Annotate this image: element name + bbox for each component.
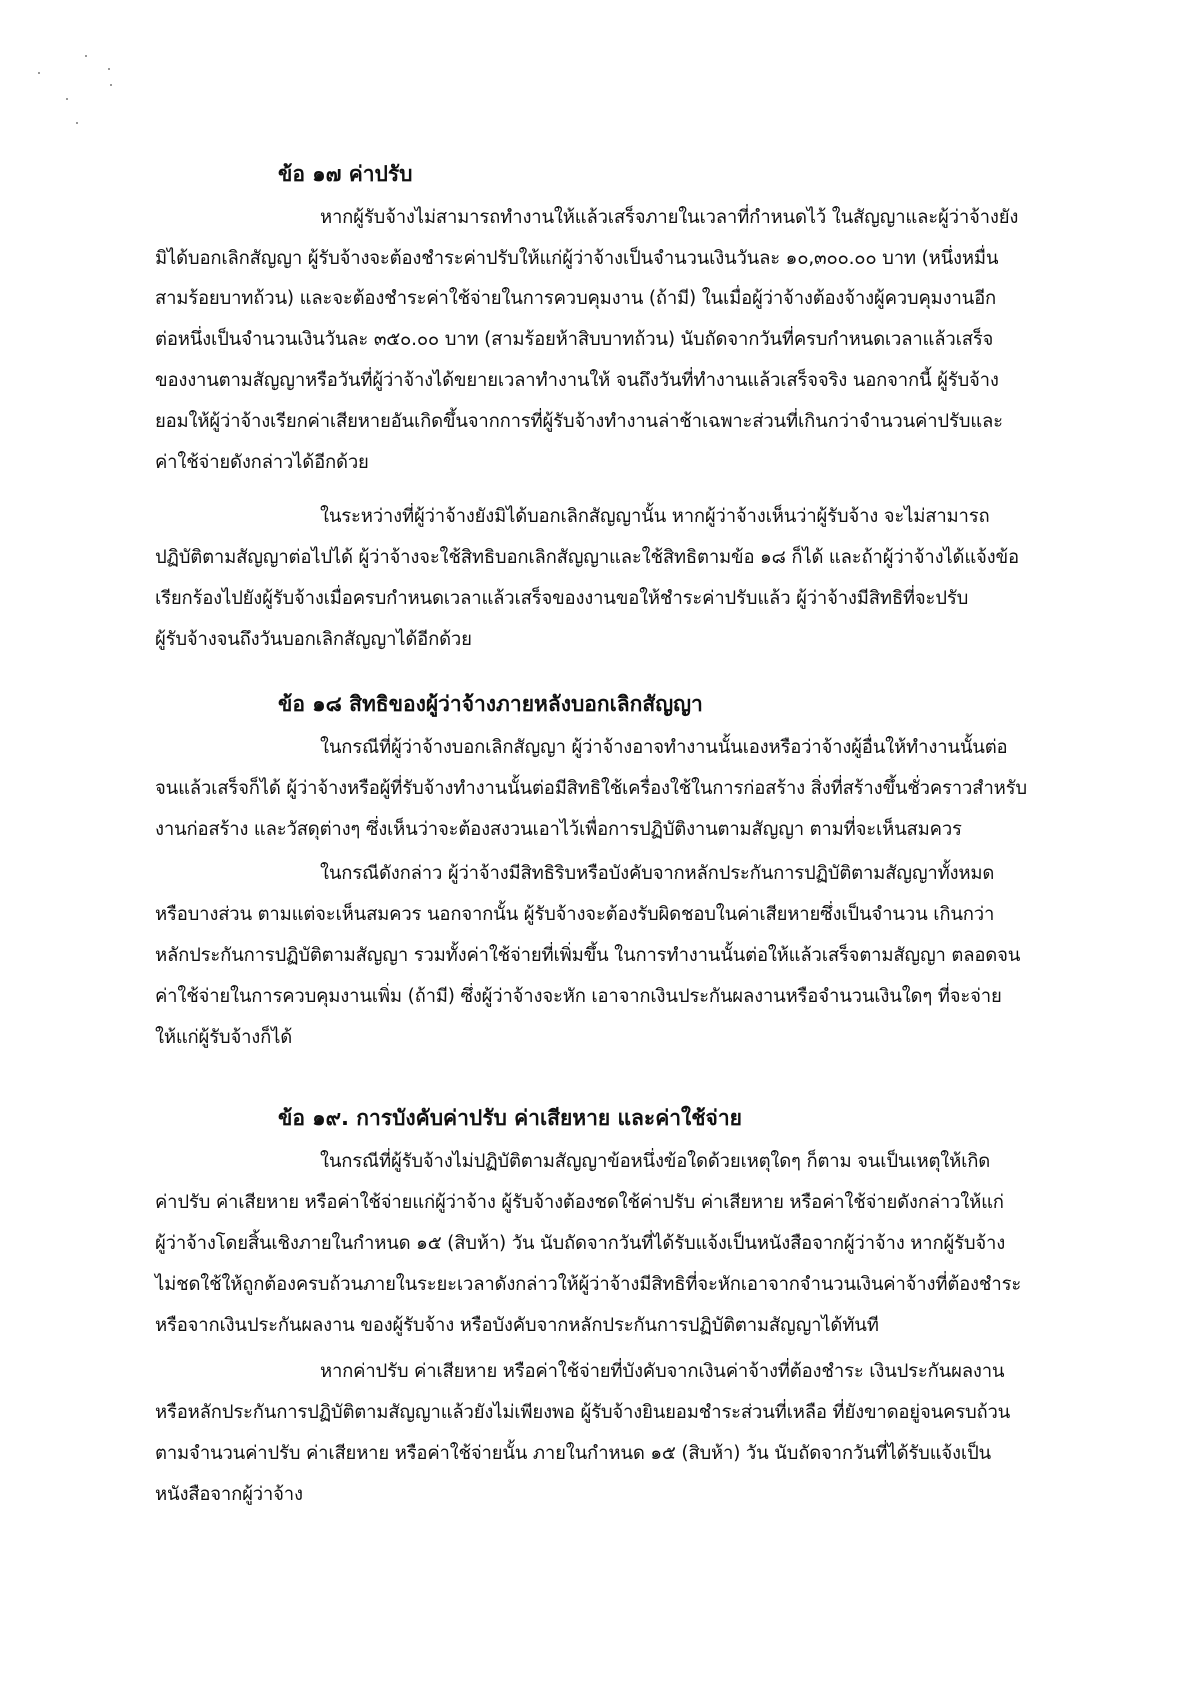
section-18-line: ค่าใช้จ่ายในการควบคุมงานเพิ่ม (ถ้ามี) ซึ่งผู้ว่าจ้างจะหัก เอาจากเงินประกันผลงานหรือจำนวนเงินใดๆ ที่จะจ่าย bbox=[155, 986, 1002, 1007]
section-19-line: หนังสือจากผู้ว่าจ้าง bbox=[155, 1484, 303, 1505]
section-17-line: ของงานตามสัญญาหรือวันที่ผู้ว่าจ้างได้ขยายเวลาทำงานให้ จนถึงวันที่ทำงานแล้วเสร็จจริง นอกจากนี้ ผู้รับจ้าง bbox=[155, 370, 999, 391]
section-17-line: ต่อหนึ่งเป็นจำนวนเงินวันละ ๓๕๐.๐๐ บาท (สามร้อยห้าสิบบาทถ้วน) นับถัดจากวันที่ครบกำหนดเวลาแล้วเสร็จ bbox=[155, 329, 994, 350]
scan-speck bbox=[110, 84, 112, 86]
section-17-line: หากผู้รับจ้างไม่สามารถทำงานให้แล้วเสร็จภายในเวลาที่กำหนดไว้ ในสัญญาและผู้ว่าจ้างยัง bbox=[320, 207, 1019, 228]
section-19-line: ค่าปรับ ค่าเสียหาย หรือค่าใช้จ่ายแก่ผู้ว่าจ้าง ผู้รับจ้างต้องชดใช้ค่าปรับ ค่าเสียหาย หรือค่าใช้จ่ายดังกล่าวให้แก่ bbox=[155, 1192, 1004, 1213]
section-17-line: ผู้รับจ้างจนถึงวันบอกเลิกสัญญาได้อีกด้วย bbox=[155, 629, 472, 650]
section-19-line: ผู้ว่าจ้างโดยสิ้นเชิงภายในกำหนด ๑๕ (สิบห้า) วัน นับถัดจากวันที่ได้รับแจ้งเป็นหนังสือจากผู้ว่าจ้าง หากผู้รับจ้าง bbox=[155, 1233, 1006, 1254]
section-19-line: ไม่ชดใช้ให้ถูกต้องครบถ้วนภายในระยะเวลาดังกล่าวให้ผู้ว่าจ้างมีสิทธิที่จะหักเอาจากจำนวนเงินค่าจ้างที่ต้องชำระ bbox=[155, 1274, 1022, 1295]
section-18-line: หรือบางส่วน ตามแต่จะเห็นสมควร นอกจากนั้น ผู้รับจ้างจะต้องรับผิดชอบในค่าเสียหายซึ่งเป็นจำนวน เกินกว่า bbox=[155, 904, 995, 925]
section-17-line: มิได้บอกเลิกสัญญา ผู้รับจ้างจะต้องชำระค่าปรับให้แก่ผู้ว่าจ้างเป็นจำนวนเงินวันละ ๑๐,๓๐๐.๐๐ บาท (หนึ่งหมื่น bbox=[155, 248, 999, 269]
section-18-line: หลักประกันการปฏิบัติตามสัญญา รวมทั้งค่าใช้จ่ายที่เพิ่มขึ้น ในการทำงานนั้นต่อให้แล้วเสร็จตามสัญญา ตลอดจน bbox=[155, 945, 1021, 966]
section-17-heading: ข้อ ๑๗ ค่าปรับ bbox=[278, 162, 413, 186]
section-18-line: งานก่อสร้าง และวัสดุต่างๆ ซึ่งเห็นว่าจะต้องสงวนเอาไว้เพื่อการปฏิบัติงานตามสัญญา ตามที่จะเห็นสมควร bbox=[155, 819, 962, 840]
section-17-line: ในระหว่างที่ผู้ว่าจ้างยังมิได้บอกเลิกสัญญานั้น หากผู้ว่าจ้างเห็นว่าผู้รับจ้าง จะไม่สามารถ bbox=[320, 506, 990, 527]
section-17-line: สามร้อยบาทถ้วน) และจะต้องชำระค่าใช้จ่ายในการควบคุมงาน (ถ้ามี) ในเมื่อผู้ว่าจ้างต้องจ้างผู้ควบคุมงานอีก bbox=[155, 288, 997, 309]
scan-speck bbox=[76, 122, 78, 124]
section-18-line: ในกรณีที่ผู้ว่าจ้างบอกเลิกสัญญา ผู้ว่าจ้างอาจทำงานนั้นเองหรือว่าจ้างผู้อื่นให้ทำงานนั้นต่อ bbox=[320, 737, 1008, 758]
section-17-line: ปฏิบัติตามสัญญาต่อไปได้ ผู้ว่าจ้างจะใช้สิทธิบอกเลิกสัญญาและใช้สิทธิตามข้อ ๑๘ ก็ได้ และถ้าผู้ว่าจ้างได้แจ้งข้อ bbox=[155, 547, 1019, 568]
section-17-line: ยอมให้ผู้ว่าจ้างเรียกค่าเสียหายอันเกิดขึ้นจากการที่ผู้รับจ้างทำงานล่าช้าเฉพาะส่วนที่เกินกว่าจำนวนค่าปรับและ bbox=[155, 411, 1003, 432]
scan-speck bbox=[108, 68, 110, 70]
section-17-line: เรียกร้องไปยังผู้รับจ้างเมื่อครบกำหนดเวลาแล้วเสร็จของงานขอให้ชำระค่าปรับแล้ว ผู้ว่าจ้างมีสิทธิที่จะปรับ bbox=[155, 588, 969, 609]
scan-speck bbox=[66, 98, 68, 100]
scan-speck bbox=[85, 55, 87, 57]
section-17-line: ค่าใช้จ่ายดังกล่าวได้อีกด้วย bbox=[155, 452, 369, 473]
section-18-line: ให้แก่ผู้รับจ้างก็ได้ bbox=[155, 1027, 293, 1048]
section-18-heading: ข้อ ๑๘ สิทธิของผู้ว่าจ้างภายหลังบอกเลิกสัญญา bbox=[278, 692, 703, 716]
section-19-line: หากค่าปรับ ค่าเสียหาย หรือค่าใช้จ่ายที่บังคับจากเงินค่าจ้างที่ต้องชำระ เงินประกันผลงาน bbox=[320, 1361, 1005, 1382]
section-19-line: หรือหลักประกันการปฏิบัติตามสัญญาแล้วยังไม่เพียงพอ ผู้รับจ้างยินยอมชำระส่วนที่เหลือ ที่ยังขาดอยู่จนครบถ้วน bbox=[155, 1402, 1011, 1423]
section-19-heading: ข้อ ๑๙. การบังคับค่าปรับ ค่าเสียหาย และค่าใช้จ่าย bbox=[278, 1106, 742, 1130]
section-18-line: จนแล้วเสร็จก็ได้ ผู้ว่าจ้างหรือผู้ที่รับจ้างทำงานนั้นต่อมีสิทธิใช้เครื่องใช้ในการก่อสร้าง สิ่งที่สร้างขึ้นชั่วคราวสำหรับ bbox=[155, 778, 1027, 799]
scan-speck bbox=[38, 72, 40, 74]
section-18-line: ในกรณีดังกล่าว ผู้ว่าจ้างมีสิทธิริบหรือบังคับจากหลักประกันการปฏิบัติตามสัญญาทั้งหมด bbox=[320, 863, 995, 884]
section-19-line: ตามจำนวนค่าปรับ ค่าเสียหาย หรือค่าใช้จ่ายนั้น ภายในกำหนด ๑๕ (สิบห้า) วัน นับถัดจากวันที่ได้รับแจ้งเป็น bbox=[155, 1443, 992, 1464]
section-19-line: หรือจากเงินประกันผลงาน ของผู้รับจ้าง หรือบังคับจากหลักประกันการปฏิบัติตามสัญญาได้ทันที bbox=[155, 1315, 879, 1336]
section-19-line: ในกรณีที่ผู้รับจ้างไม่ปฏิบัติตามสัญญาข้อหนึ่งข้อใดด้วยเหตุใดๆ ก็ตาม จนเป็นเหตุให้เกิด bbox=[320, 1151, 991, 1172]
